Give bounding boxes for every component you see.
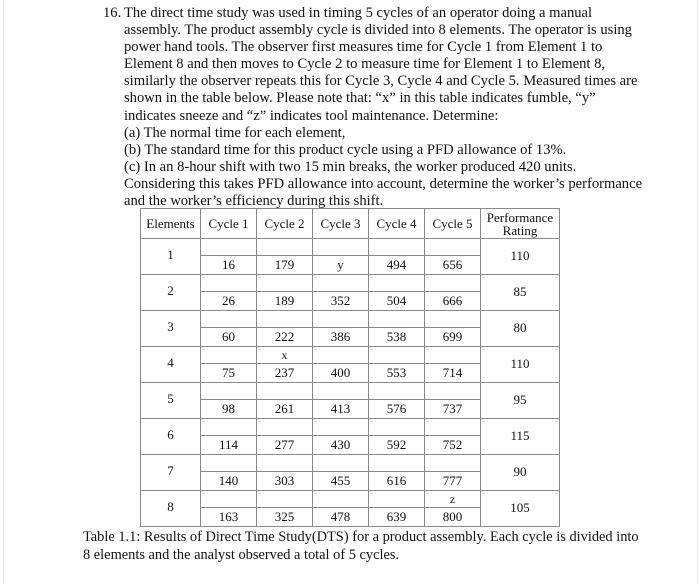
note-cell-cycle-1 (201, 347, 257, 364)
time-cell-cycle-3: 478 (313, 508, 369, 527)
element-number-cell (141, 491, 201, 527)
note-cell-cycle-3 (313, 239, 369, 256)
performance-rating-cell (481, 239, 560, 275)
header-performance-line2: Rating (502, 222, 538, 238)
question-number: 16. (103, 5, 122, 21)
element-number: 6 (167, 427, 174, 442)
note-cell-cycle-5 (425, 419, 481, 436)
time-cell-cycle-4: 576 (369, 400, 425, 419)
table-row (141, 347, 560, 364)
time-cell-cycle-1: 16 (201, 256, 257, 275)
question-part-a: (a) The normal time for each element, (124, 124, 346, 141)
note-cell-cycle-5 (425, 311, 481, 328)
time-cell-cycle-1: 114 (201, 436, 257, 455)
time-cell-cycle-3: 400 (313, 364, 369, 383)
question-line (103, 5, 693, 22)
page-frame-right-edge (697, 0, 698, 584)
time-cell-cycle-5: 666 (425, 292, 481, 311)
page-frame-left-edge (3, 0, 4, 584)
performance-rating: 110 (510, 248, 530, 263)
header-performance-line1: Performance (486, 209, 554, 225)
element-number: 8 (167, 499, 174, 514)
note-cell-cycle-1 (201, 275, 257, 292)
time-cell-cycle-4: 639 (369, 508, 425, 527)
time-cell-cycle-2: 277 (257, 436, 313, 455)
time-cell-cycle-5: 752 (425, 436, 481, 455)
time-study-table (140, 208, 560, 527)
header-cycle-3: Cycle 3 (313, 209, 369, 239)
time-cell-cycle-1: 75 (201, 364, 257, 383)
table-row (141, 491, 560, 508)
note-cell-cycle-2: x (257, 347, 313, 364)
element-number-cell (141, 275, 201, 311)
note-cell-cycle-5 (425, 383, 481, 400)
note-cell-cycle-2 (257, 275, 313, 292)
performance-rating-cell (481, 455, 560, 491)
note-cell-cycle-3 (313, 311, 369, 328)
note-cell-cycle-1 (201, 455, 257, 472)
note-cell-cycle-4 (369, 347, 425, 364)
note-cell-cycle-5 (425, 275, 481, 292)
time-cell-cycle-2: 261 (257, 400, 313, 419)
time-cell-cycle-5: 656 (425, 256, 481, 275)
performance-rating-cell (481, 311, 560, 347)
time-cell-cycle-2: 325 (257, 508, 313, 527)
element-number-cell (141, 419, 201, 455)
element-number: 2 (167, 283, 174, 298)
element-number-cell (141, 455, 201, 491)
time-cell-cycle-2: 237 (257, 364, 313, 383)
performance-rating-cell (481, 275, 560, 311)
question-text (103, 5, 693, 210)
note-cell-cycle-2 (257, 491, 313, 508)
time-cell-cycle-2: 189 (257, 292, 313, 311)
time-cell-cycle-1: 26 (201, 292, 257, 311)
note-cell-cycle-3 (313, 455, 369, 472)
element-number-cell (141, 311, 201, 347)
time-cell-cycle-3: 455 (313, 472, 369, 491)
note-cell-cycle-3 (313, 347, 369, 364)
table-row (141, 311, 560, 328)
note-cell-cycle-4 (369, 275, 425, 292)
question-part-c: (c) In an 8-hour shift with two 15 min breaks, the worker produced 420 units. (124, 158, 577, 175)
time-cell-cycle-4: 616 (369, 472, 425, 491)
note-cell-cycle-2 (257, 311, 313, 328)
header-cycle-2: Cycle 2 (257, 209, 313, 239)
performance-rating: 85 (513, 284, 527, 299)
note-cell-cycle-2 (257, 239, 313, 256)
time-cell-cycle-1: 98 (201, 400, 257, 419)
header-performance-rating (481, 209, 560, 239)
note-cell-cycle-2 (257, 419, 313, 436)
performance-rating-cell (481, 491, 560, 527)
performance-rating-cell (481, 347, 560, 383)
time-cell-cycle-5: 777 (425, 472, 481, 491)
note-cell-cycle-3 (313, 491, 369, 508)
note-cell-cycle-5 (425, 347, 481, 364)
header-cycle-1: Cycle 1 (201, 209, 257, 239)
question-part-b: (b) The standard time for this product cycle using a PFD allowance of 13%. (124, 141, 567, 158)
time-cell-cycle-5: 737 (425, 400, 481, 419)
performance-rating: 95 (513, 392, 527, 407)
time-cell-cycle-2: 179 (257, 256, 313, 275)
element-number-cell (141, 239, 201, 275)
time-cell-cycle-1: 60 (201, 328, 257, 347)
element-number-cell (141, 347, 201, 383)
table-row (141, 383, 560, 400)
note-cell-cycle-3 (313, 275, 369, 292)
note-cell-cycle-4 (369, 383, 425, 400)
caption-line: 8 elements and the analyst observed a total of 5 cycles. (83, 546, 400, 563)
performance-rating: 110 (510, 356, 530, 371)
table-row (141, 419, 560, 436)
question-line: similarly the observer repeats this for Cycle 3, Cycle 4 and Cycle 5. Measured times are (124, 73, 638, 90)
time-cell-cycle-5: 699 (425, 328, 481, 347)
element-number: 3 (167, 319, 174, 334)
header-cycle-5: Cycle 5 (425, 209, 481, 239)
time-cell-cycle-3: y (313, 256, 369, 275)
performance-rating: 105 (510, 500, 530, 515)
note-cell-cycle-3 (313, 419, 369, 436)
note-cell-cycle-5 (425, 455, 481, 472)
performance-rating: 80 (513, 320, 527, 335)
question-line-text: The direct time study was used in timing 5 cycles of an operator doing a manual (124, 5, 593, 21)
time-cell-cycle-3: 386 (313, 328, 369, 347)
performance-rating-cell (481, 383, 560, 419)
table-row (141, 275, 560, 292)
question-line: assembly. The product assembly cycle is divided into 8 elements. The operator is using (124, 22, 632, 39)
time-cell-cycle-1: 140 (201, 472, 257, 491)
table-caption (83, 529, 683, 564)
note-cell-cycle-5 (425, 239, 481, 256)
time-cell-cycle-5: 714 (425, 364, 481, 383)
performance-rating: 115 (510, 428, 530, 443)
header-elements: Elements (141, 209, 201, 239)
element-number: 5 (167, 391, 174, 406)
note-cell-cycle-1 (201, 239, 257, 256)
note-cell-cycle-1 (201, 491, 257, 508)
note-cell-cycle-5: z (425, 491, 481, 508)
note-cell-cycle-3 (313, 383, 369, 400)
table-header-row (141, 209, 560, 239)
note-cell-cycle-1 (201, 383, 257, 400)
element-number: 7 (167, 463, 174, 478)
time-cell-cycle-4: 504 (369, 292, 425, 311)
time-cell-cycle-4: 592 (369, 436, 425, 455)
note-cell-cycle-4 (369, 455, 425, 472)
note-cell-cycle-4 (369, 311, 425, 328)
time-cell-cycle-3: 352 (313, 292, 369, 311)
time-cell-cycle-3: 413 (313, 400, 369, 419)
question-line: Considering this takes PFD allowance into account, determine the worker’s performance (124, 175, 643, 192)
time-cell-cycle-1: 163 (201, 508, 257, 527)
question-line: power hand tools. The observer first measures time for Cycle 1 from Element 1 to (124, 39, 603, 56)
question-line: and the worker’s efficiency during this shift. (124, 193, 384, 210)
caption-line: Table 1.1: Results of Direct Time Study(DTS) for a product assembly. Each cycle is divided into (83, 529, 639, 545)
note-cell-cycle-4 (369, 491, 425, 508)
note-cell-cycle-2 (257, 455, 313, 472)
header-cycle-4: Cycle 4 (369, 209, 425, 239)
performance-rating: 90 (513, 464, 527, 479)
performance-rating-cell (481, 419, 560, 455)
element-number-cell (141, 383, 201, 419)
element-number: 1 (167, 247, 174, 262)
note-cell-cycle-1 (201, 419, 257, 436)
time-cell-cycle-4: 553 (369, 364, 425, 383)
time-cell-cycle-3: 430 (313, 436, 369, 455)
table-row (141, 455, 560, 472)
time-cell-cycle-2: 222 (257, 328, 313, 347)
table-row (141, 239, 560, 256)
note-cell-cycle-2 (257, 383, 313, 400)
time-cell-cycle-2: 303 (257, 472, 313, 491)
time-cell-cycle-5: 800 (425, 508, 481, 527)
note-cell-cycle-4 (369, 239, 425, 256)
note-cell-cycle-4 (369, 419, 425, 436)
note-cell-cycle-1 (201, 311, 257, 328)
question-line: Element 8 and then moves to Cycle 2 to measure time for Element 1 to Element 8, (124, 56, 606, 73)
time-cell-cycle-4: 494 (369, 256, 425, 275)
element-number: 4 (167, 355, 174, 370)
question-line: indicates sneeze and “z” indicates tool maintenance. Determine: (124, 107, 499, 124)
time-cell-cycle-4: 538 (369, 328, 425, 347)
question-line: shown in the table below. Please note that: “x” in this table indicates fumble, “y” (124, 90, 596, 107)
